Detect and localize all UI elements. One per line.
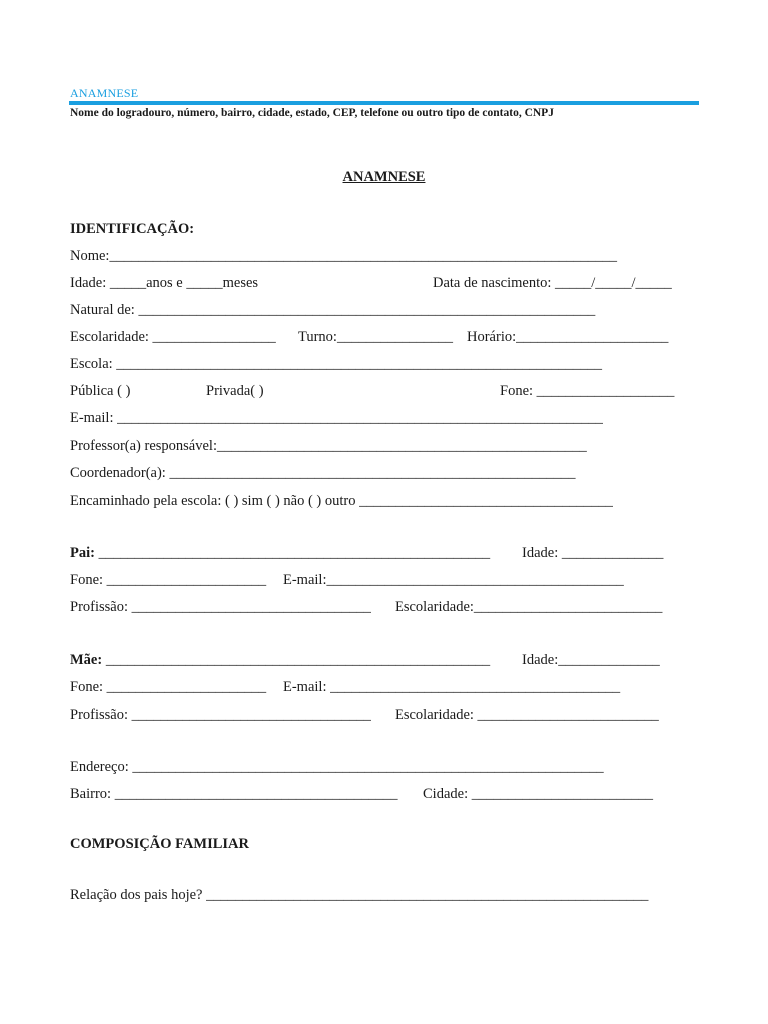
field-relacao-pais[interactable]: Relação dos pais hoje? _____________________________________________________________	[70, 887, 649, 903]
header-subtitle: Nome do logradouro, número, bairro, cidade, estado, CEP, telefone ou outro tipo de contato, CNPJ	[70, 107, 554, 119]
field-data-nascimento[interactable]: Data de nascimento: _____/_____/_____	[433, 275, 672, 291]
field-idade[interactable]: Idade: _____anos e _____meses	[70, 275, 259, 291]
field-pai-escolaridade[interactable]: Escolaridade:__________________________	[395, 599, 663, 615]
field-nome[interactable]: Nome:______________________________________________________________________	[70, 248, 617, 264]
label-mae: Mãe:	[70, 652, 103, 668]
field-mae-nome[interactable]	[70, 651, 490, 669]
field-encaminhado[interactable]: Encaminhado pela escola: ( ) sim ( ) não ( ) outro ___________________________________	[70, 493, 613, 509]
document-title: ANAMNESE	[342, 169, 426, 185]
section-identificacao-heading: IDENTIFICAÇÃO:	[70, 221, 195, 237]
field-pai-nome[interactable]	[70, 544, 490, 562]
field-fone[interactable]: Fone: ___________________	[500, 383, 675, 399]
field-pai-email[interactable]: E-mail:_________________________________________	[283, 572, 624, 588]
option-privada[interactable]: Privada( )	[206, 383, 264, 399]
field-coordenador[interactable]: Coordenador(a): ________________________________________________________	[70, 465, 576, 481]
field-pai-profissao[interactable]: Profissão: _________________________________	[70, 599, 371, 615]
field-mae-idade[interactable]: Idade:______________	[522, 652, 660, 668]
field-escola[interactable]: Escola: ___________________________________________________________________	[70, 356, 603, 372]
field-mae-profissao[interactable]: Profissão: _________________________________	[70, 707, 371, 723]
pai-nome-line[interactable]: ______________________________________________________	[94, 545, 491, 561]
header-title: ANAMNESE	[70, 86, 139, 100]
field-pai-idade[interactable]: Idade: ______________	[522, 545, 664, 561]
field-mae-escolaridade[interactable]: Escolaridade: _________________________	[395, 707, 659, 723]
header-rule	[69, 101, 699, 105]
field-horario[interactable]: Horário:_____________________	[467, 329, 669, 345]
mae-nome-line[interactable]: _____________________________________________________	[102, 652, 491, 668]
option-publica[interactable]: Pública ( )	[70, 383, 131, 399]
field-professor[interactable]: Professor(a) responsável:___________________________________________________	[70, 438, 587, 454]
section-composicao-heading: COMPOSIÇÃO FAMILIAR	[70, 836, 249, 852]
field-bairro[interactable]: Bairro: _______________________________________	[70, 786, 398, 802]
field-mae-email[interactable]: E-mail: ________________________________________	[283, 679, 621, 695]
field-natural[interactable]: Natural de: _______________________________________________________________	[70, 302, 596, 318]
field-pai-fone[interactable]: Fone: ______________________	[70, 572, 267, 588]
field-endereco[interactable]: Endereço: _________________________________________________________________	[70, 759, 604, 775]
field-escolaridade[interactable]: Escolaridade: _________________	[70, 329, 276, 345]
field-cidade[interactable]: Cidade: _________________________	[423, 786, 653, 802]
field-turno[interactable]: Turno:________________	[298, 329, 453, 345]
label-pai: Pai:	[70, 545, 95, 561]
field-email[interactable]: E-mail: ___________________________________________________________________	[70, 410, 603, 426]
field-mae-fone[interactable]: Fone: ______________________	[70, 679, 267, 695]
